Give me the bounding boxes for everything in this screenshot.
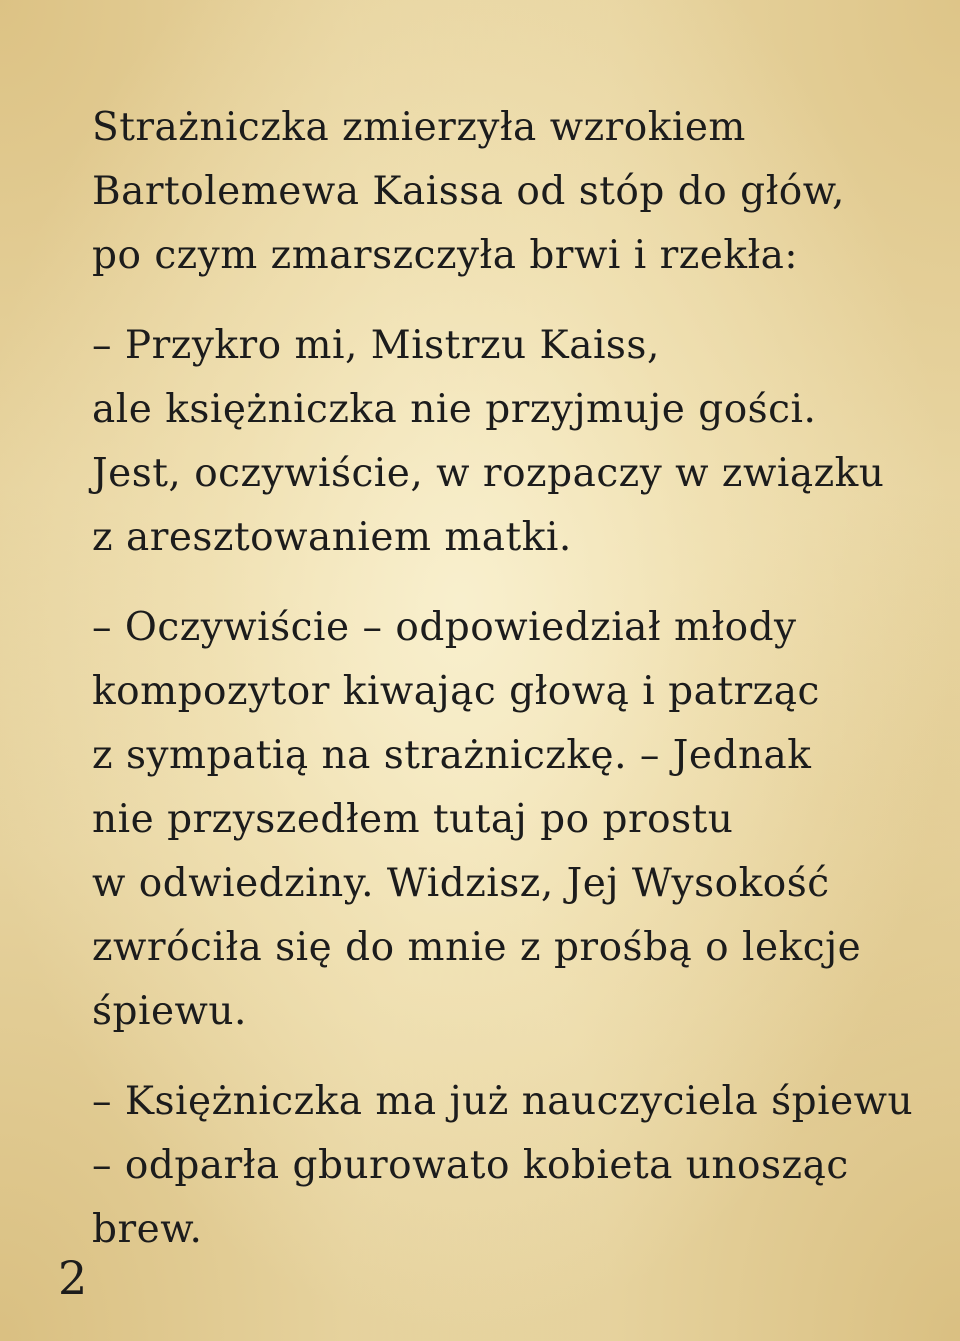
paragraph-1 bbox=[92, 96, 892, 288]
story-text bbox=[92, 96, 914, 1262]
paragraph-3 bbox=[92, 596, 892, 1044]
text-line: ale księżniczka nie przyjmuje gości. bbox=[92, 387, 817, 432]
paragraph-2 bbox=[92, 314, 892, 570]
text-line: – Księżniczka ma już nauczyciela śpiewu bbox=[92, 1079, 914, 1124]
page-number: 2 bbox=[58, 1251, 88, 1305]
text-line: w odwiedziny. Widzisz, Jej Wysokość bbox=[92, 861, 830, 906]
text-line: – Przykro mi, Mistrzu Kaiss, bbox=[92, 323, 660, 368]
text-line: – odparła gburowato kobieta unosząc bbox=[92, 1143, 849, 1188]
paragraph-4 bbox=[92, 1070, 914, 1262]
text-line: kompozytor kiwając głową i patrząc bbox=[92, 669, 820, 714]
text-line: Bartolemewa Kaissa od stóp do głów, bbox=[92, 169, 845, 214]
text-line: – Oczywiście – odpowiedział młody bbox=[92, 605, 797, 650]
text-line: po czym zmarszczyła brwi i rzekła: bbox=[92, 233, 799, 278]
text-line: Strażniczka zmierzyła wzrokiem bbox=[92, 105, 746, 150]
text-line: z aresztowaniem matki. bbox=[92, 515, 572, 560]
text-line: nie przyszedłem tutaj po prostu bbox=[92, 797, 734, 842]
text-line: śpiewu. bbox=[92, 989, 247, 1034]
text-line: Jest, oczywiście, w rozpaczy w związku bbox=[92, 451, 885, 496]
text-line: brew. bbox=[92, 1207, 203, 1252]
text-line: z sympatią na strażniczkę. – Jednak bbox=[92, 733, 812, 778]
text-line: zwróciła się do mnie z prośbą o lekcje bbox=[92, 925, 862, 970]
